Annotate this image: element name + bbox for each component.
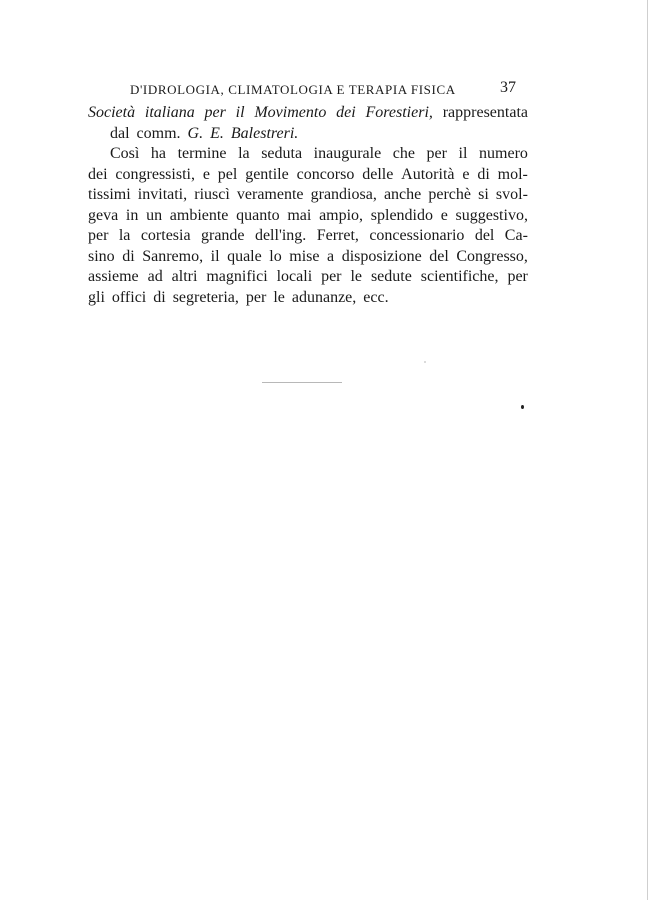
ink-speck	[424, 361, 426, 363]
word: per	[204, 104, 226, 121]
word: mol-	[497, 165, 528, 183]
text-line	[88, 144, 528, 165]
word: segreteria,	[172, 288, 239, 306]
word: ad	[147, 268, 163, 285]
word: il	[210, 247, 220, 265]
word: Congresso,	[456, 247, 528, 265]
word: riuscì	[194, 186, 230, 203]
word: Sanremo,	[142, 247, 204, 265]
word: rappresentata	[442, 104, 528, 121]
word: a	[327, 247, 335, 265]
text-line	[88, 103, 528, 124]
word: sino	[88, 247, 115, 265]
word: mise	[289, 247, 320, 265]
word: invitati,	[137, 186, 188, 203]
word: Forestieri,	[365, 104, 433, 121]
word: le	[350, 268, 362, 285]
word: Autorità	[401, 165, 455, 183]
word: seduta	[261, 145, 303, 162]
word: grande	[201, 227, 245, 244]
word: in	[125, 206, 139, 224]
word: Ferret,	[316, 227, 359, 244]
word: delle	[362, 165, 394, 183]
word: veramente	[236, 186, 304, 203]
word: lo	[269, 247, 282, 265]
word: le	[273, 288, 285, 306]
word: cortesia	[140, 227, 191, 244]
word: di	[477, 165, 490, 183]
word: il	[458, 145, 468, 162]
word: dei	[88, 165, 108, 183]
word: per	[245, 288, 267, 306]
word: del	[429, 247, 449, 265]
word: per	[426, 145, 447, 162]
word: concorso	[296, 165, 355, 183]
word: sedute	[370, 268, 412, 285]
word: dal	[110, 124, 130, 142]
word: e	[440, 206, 448, 224]
word: assieme	[88, 268, 139, 285]
word: ampio,	[319, 206, 364, 224]
word: quale	[227, 247, 262, 265]
word: disposizione	[341, 247, 422, 265]
word: e	[202, 165, 210, 183]
word: Così	[110, 145, 140, 162]
word: dell'ing.	[254, 227, 307, 244]
word: quanto	[236, 206, 280, 224]
word: ambiente	[169, 206, 229, 224]
word: comm.	[136, 124, 181, 142]
word: Balestreri.	[230, 124, 299, 142]
word: la	[118, 227, 131, 244]
word: di	[122, 247, 135, 265]
word: scientifiche,	[420, 268, 499, 285]
word: Movimento	[254, 104, 327, 121]
word: Società	[88, 104, 136, 121]
word: anche	[383, 186, 422, 203]
word: grandiosa,	[310, 186, 377, 203]
text-line	[88, 165, 528, 186]
word: pel	[217, 165, 238, 183]
word: congressisti,	[115, 165, 195, 183]
word: perchè	[428, 186, 471, 203]
word: di	[153, 288, 166, 306]
word: ha	[150, 145, 167, 162]
text-line	[88, 226, 528, 247]
running-head-title: D'IDROLOGIA, CLIMATOLOGIA E TERAPIA FISICA	[130, 82, 456, 97]
word: numero	[479, 145, 528, 162]
word: italiana	[144, 104, 195, 121]
word: dei	[336, 104, 356, 121]
word: magnifici	[206, 268, 268, 285]
word: che	[392, 145, 415, 162]
word: tissimi	[88, 186, 131, 203]
word: per	[321, 268, 342, 285]
word: mai	[287, 206, 312, 224]
text-line	[88, 185, 528, 206]
word: per	[507, 268, 528, 285]
word: splendido	[370, 206, 433, 224]
word: si	[478, 186, 489, 203]
word: E.	[210, 124, 224, 142]
text-line	[88, 124, 528, 145]
text-line	[88, 206, 528, 227]
word: geva	[88, 206, 119, 224]
word: la	[238, 145, 250, 162]
text-line	[88, 267, 528, 288]
page-number: 37	[500, 79, 516, 96]
word: suggestivo,	[455, 206, 528, 224]
word: un	[146, 206, 163, 224]
text-line	[88, 288, 528, 309]
text-line	[88, 247, 528, 268]
page-edge	[647, 0, 648, 900]
word: altri	[171, 268, 198, 285]
word: per	[88, 227, 109, 244]
word: concessionario	[369, 227, 465, 244]
word: offici	[111, 288, 147, 306]
body-text	[88, 103, 528, 308]
word: Ca-	[504, 227, 528, 244]
word: G.	[187, 124, 204, 142]
word: ecc.	[363, 288, 389, 306]
word: gentile	[245, 165, 289, 183]
word: termine	[177, 145, 227, 162]
word: inaugurale	[313, 145, 382, 162]
word: e	[462, 165, 470, 183]
word: gli	[88, 288, 105, 306]
word: svol-	[495, 186, 528, 203]
word: il	[235, 104, 245, 121]
ink-speck	[521, 405, 524, 409]
word: locali	[276, 268, 313, 285]
word: del	[474, 227, 495, 244]
section-end-rule	[262, 382, 342, 383]
word: adunanze,	[291, 288, 357, 306]
